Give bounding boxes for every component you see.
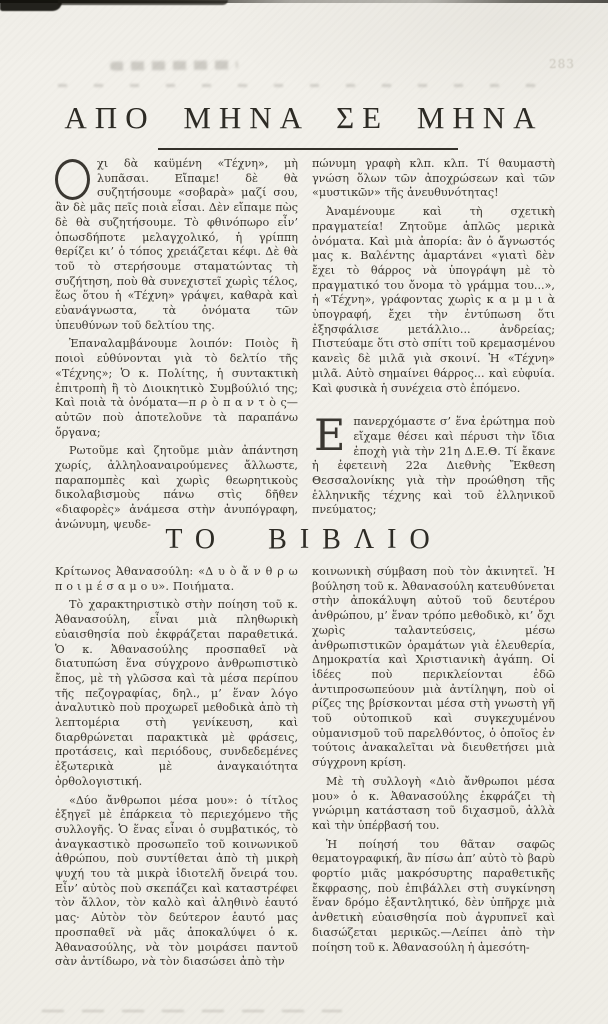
bleedthrough-dashes — [58, 84, 556, 87]
section2-left-column — [55, 565, 298, 1020]
section1-right-column — [312, 157, 555, 531]
paragraph: Ἡ ποίησή του θᾶταν σαφῶς θεματογραφική, ἂν πίσω ἀπ’ αὐτὸ τὸ βαρὺ φορτίο μιᾶς μακρόσυρτης παραθετικῆς ἔκφρασης, ποὺ ἐπιβάλλει στὴ συγκίνηση ἕναν δρόμο ἐξαντλητικό, δὲν ὑπῆρχε μιὰ ἀνθετικὴ εὐαισθησία ποὺ ἀγρυπνεῖ καὶ διασώζεται μερικῶς.—Λείπει ἀπὸ τὴν ποίηση τοῦ κ. Ἀθανασούλη ἡ ἀμεσότη- — [312, 837, 555, 954]
paragraph-text: πανερχόμαστε σ’ ἕνα ἐρώτημα ποὺ εἴχαμε θέσει καὶ πέρυσι τὴν ἴδια ἐποχὴ γιὰ τὴν 21η Δ.Ε.Θ. Τί ἔκανε ἡ ἐφετεινὴ 22α Διεθνὴς Ἔκθεση Θεσσαλονίκης γιὰ τὴν προώθηση τῆς ἑλληνικῆς τέχνης καὶ τοῦ ἑλληνικοῦ πνεύματος; — [312, 415, 555, 517]
dropcap-e: Ε — [314, 411, 346, 462]
book-reference: Κρίτωνος Ἀθανασούλη: «Δ υ ὸ ἄ ν θ ρ ω π ο ι μ έ σ α μ ο υ». Ποιήματα. — [55, 565, 298, 593]
scan-artifact-blob — [0, 0, 62, 11]
paragraph: Ἀναμένουμε καὶ τὴ σχετικὴ πραγματεία! Ζητοῦμε ἁπλῶς μερικὰ ὀνόματα. Καὶ μιὰ ἀπορία: ἂν ὁ ἄγνωστός μας κ. Βαλέντης ἁμαρτάνει «γιατὶ δὲν ἔχει τὸ θάρρος νὰ ὑπογράψη μὲ τὸ πραγματικό του ὄνομα τὸ γράμμα του...», ἡ «Τέχνη», γράφοντας χωρὶς κ α μ μ ι ὰ ὑπογραφή, ἔχει τὴν ἐντύπωση ὅτι ἐξησφάλισε μετάλλιο... ἀνδρείας; Πιστεύαμε ὅτι στὸ σπίτι τοῦ κρεμασμένου κανεὶς δὲ μιλᾶ γιὰ σκοινί. Ἡ «Τέχνη» μιλᾶ. Αὐτὸ σημαίνει θάρρος... καὶ εὐφυία. Καὶ φυσικὰ ἡ συνέχεια στὸ ἑπόμενο. — [312, 205, 555, 395]
page-number: 283 — [549, 57, 575, 71]
paragraph: κοινωνικὴ σύμβαση ποὺ τὸν ἀκινητεῖ. Ἡ βούληση τοῦ κ. Ἀθανασούλη κατευθύνεται στὴν ἀποκάλυψη αὐτοῦ τοῦ δευτέρου ἀνθρώπου, μ’ ἕναν τρόπο μεθοδικὸ, κι’ ὄχι χωρὶς ταλαντεύσεις, μέσω ἀνθρωπιστικῶν ὁραμάτων γιὰ ἐλευθερία, Δημοκρατία καὶ Χριστιανικὴ ἀγάπη. Οἱ ἰδέες ποὺ περικλείονται ἐδῶ ἀντιπροσωπεύουν μιὰ ἀντίληψη, ποὺ οἱ ρίζες της βρίσκονται μέσα στὴ γνωστὴ γῆ τοῦ οὐτοπικοῦ καὶ συγκεχυμένου οὐμανισμοῦ τοῦ παρελθόντος, ὁ ὁποῖος ἐν τούτοις ἀνακαλεῖται νὰ διευθετήσει μιὰ σύγχρονη κρίση. — [312, 565, 555, 770]
scan-artifact-top — [0, 0, 608, 14]
paragraph: Ρωτοῦμε καὶ ζητοῦμε μιὰν ἀπάντηση χωρίς, ἀλληλοαναιρούμενες ἄλλωστε, παραπομπὲς καὶ χωρὶς θεωρητικοὺς δικολαβισμοὺς πάνω στὶς δῆθεν «διαφορὲς» ἀνάμεσα στὴν ἀνυπόγραφη, ἀνώνυμη, ψευδε- — [55, 444, 298, 531]
paragraph: «Δύο ἄνθρωποι μέσα μου»: ὁ τίτλος ἐξηγεῖ μὲ ἐπάρκεια τὸ περιεχόμενο τῆς συλλογῆς. Ὁ ἕνας εἶναι ὁ συμβατικός, τὸ ἀναγκαστικὸ προσωπεῖο τοῦ κοινωνικοῦ ἀθρώπου, ποὺ συντίθεται ἀπὸ τὴ μικρὴ ψυχή του τὰ μικρὰ ἰδιοτελῆ ὄνειρά του. Εἶν’ αὐτὸς ποὺ σκεπάζει καὶ καταστρέφει τὸν ἄλλον, τὸν καλὸ καὶ ἀληθινὸ ἑαυτό μας· Αὐτὸν τὸν δεύτερον ἑαυτό μας προσπαθεῖ νὰ μᾶς ἀποκαλύψει ὁ κ. Ἀθανασούλης, νὰ τὸν μοιράσει παντοῦ σὰν ἀντίδωρο, νὰ τὸν διασώσει ἀπὸ τὴν — [55, 793, 298, 969]
section1-columns — [55, 157, 555, 531]
paragraph — [312, 411, 555, 518]
paragraph-text: χι δὰ καϋμένη «Τέχνη», μὴ λυπᾶσαι. Εἴπαμε! δὲ θὰ συζητήσουμε «σοβαρὰ» μαζί σου, ἂν δὲ μᾶς πεῖς ποιὰ εἶσαι. Δὲν εἴπαμε πὼς δὲ θὰ συζητήσουμε. Τὸ φθινόπωρο εἶν’ ὁπωσδήποτε μελαγχολικό, ἡ γρίππη θερίζει κι’ ὁ τόπος χρειάζεται κέφι. Δὲ θὰ τοῦ τὸ στερήσουμε σταματώντας τὴ συζήτηση, ποὺ θὰ συνεχιστεῖ χωρὶς τέλος, ἕως ὅτου ἡ «Τέχνη» γράψει, καθαρὰ καὶ εὐανάγνωστα, τὰ ὀνόματα τῶν ὑπευθύνων τοῦ δελτίου της. — [55, 157, 298, 332]
title-underline-rule — [158, 148, 458, 150]
section2-columns — [55, 565, 555, 1020]
section1-title: ΑΠΟ ΜΗΝΑ ΣΕ ΜΗΝΑ — [64, 100, 544, 135]
bleedthrough-smudge — [110, 60, 238, 70]
paragraph: Τὸ χαρακτηριστικὸ στὴν ποίηση τοῦ κ. Ἀθανασούλη, εἶναι μιὰ πληθωρικὴ εὐαισθησία ποὺ ἐκφράζεται παραθετικά. Ὁ κ. Ἀθανασούλης προσπαθεῖ νὰ διατυπώση ἕνα σύγχρονο ἀνθρωπιστικὸ ἔπος, μὲ τὴ γλῶσσα καὶ τὰ μέσα περίπου τῆς πεζογραφίας, δηλ., μ’ ἕναν λόγο ἀναλυτικὸ ποὺ προχωρεῖ μεθοδικὰ ἀπὸ τὴ λεπτομέρια στὴ γενίκευση, καὶ διαρθρώνεται παρακτικὰ μὲ φράσεις, προτάσεις, καὶ περιόδους, συνδεδεμένες ἐξωτερικὰ μὲ ἀναγκαιότητα ὀρθολογιστική. — [55, 598, 298, 788]
scan-artifact-segment — [58, 0, 228, 5]
paragraph: Μὲ τὴ συλλογὴ «Διὸ ἄνθρωποι μέσα μου» ὁ κ. Ἀθανασούλης ἐκφράζει τὴ γνώριμη κατάσταση τοῦ διχασμοῦ, ἀλλὰ καὶ τὴν ὑπέρβασή του. — [312, 774, 555, 832]
section2-title: ΤΟ ΒΙΒΛΙΟ — [165, 524, 443, 555]
section1-left-column — [55, 157, 298, 531]
paragraph: Ἐπαναλαμβάνουμε λοιπόν: Ποιὸς ἢ ποιοὶ εὐθύνονται γιὰ τὸ δελτίο τῆς «Τέχνης»; Ὁ κ. Πολίτης, ἡ συντακτικὴ ἐπιτροπὴ ἢ τὸ Διοικητικὸ Συμβούλιό της; Καὶ ποιὰ τὰ ὀνόματα—π ρ ὸ π α ν τ ὸ ς—αὐτῶν ποὺ ἀποτελοῦνε τὰ παραπάνω ὄργανα; — [55, 337, 298, 439]
paragraph — [55, 157, 298, 333]
paragraph: πώνυμη γραφὴ κλπ. κλπ. Τί θαυμαστὴ γνώση ὅλων τῶν ἀποχρώσεων καὶ τῶν «μυστικῶν» τῆς ἀνευθυνότητας! — [312, 157, 555, 200]
section2-right-column — [312, 565, 555, 1020]
dropcap-o — [55, 159, 90, 200]
